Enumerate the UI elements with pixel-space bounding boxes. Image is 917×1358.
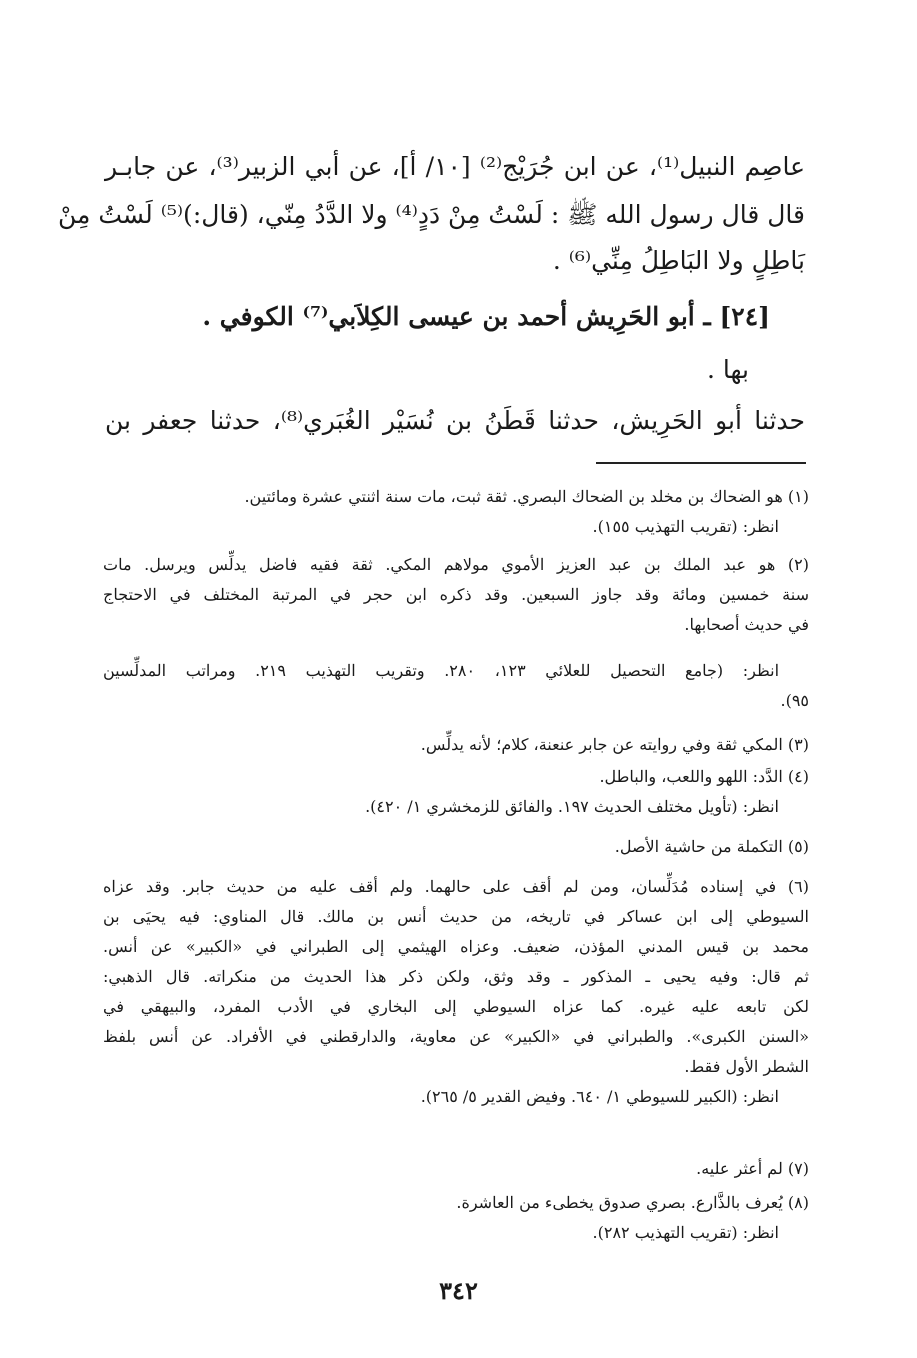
footnote-6-line: (٦) في إسناده مُدَلِّسان، ومن لم أقف على حالهما. ولم أقف عليه من حديث جابر. وقد عزاه [103,877,809,896]
footnote-2-line: (٢) هو عبد الملك بن عبد العزيز الأموي مولاهم المكي. ثقة فقيه فاضل يدلِّس ويرسل. مات [103,555,809,574]
main-text-line-1: عاصِم النبيل⁽¹⁾، عن ابن جُرَيْج⁽²⁾ [١٠/ أ]، عن أبي الزبير⁽³⁾، عن جابـر [105,152,805,181]
page-number: ٣٤٢ [439,1276,478,1305]
footnote-8 [103,1188,809,1248]
footnote-separator [596,462,806,464]
main-text-short-line: بها . [707,355,749,384]
footnote-2-reference [103,656,809,716]
footnote-6-line: السيوطي إلى ابن عساكر في تاريخه، من حديث أنس بن مالك. قال المناوي: فيه يحيَى بن [103,907,809,926]
footnote-2-reference-line: ٩٥). [780,691,809,710]
footnote-1-reference: انظر: (تقريب التهذيب ١٥٥). [592,517,779,536]
footnote-4 [103,762,809,822]
footnote-4-reference: انظر: (تأويل مختلف الحديث ١٩٧. والفائق للزمخشري ١/ ٤٢٠). [365,797,779,816]
footnote-3-line: (٣) المكي ثقة وفي روايته عن جابر عنعنة، كلام؛ لأنه يدلِّس. [420,735,809,754]
footnote-6-line: «السنن الكبرى». والطبراني في «الكبير» عن معاوية، والدارقطني في الأفراد. عن أنس بلفظ [103,1027,809,1046]
footnote-3 [103,730,809,760]
footnote-1-line: (١) هو الضحاك بن مخلد بن الضحاك البصري. ثقة ثبت، مات سنة اثنتي عشرة ومائتين. [244,487,809,506]
footnote-2-line: سنة خمسين ومائة وقد جاوز السبعين. وقد ذكره ابن حجر في المرتبة المختلف في الاحتجاج [103,585,809,604]
footnote-6-line: محمد بن قيس المدني المؤذن، ضعيف. وعزاه الهيثمي إلى الطبراني في «الكبير» عن أنس. [103,937,809,956]
footnote-6-line: الشطر الأول فقط. [684,1057,809,1076]
footnote-6-reference: انظر: (الكبير للسيوطي ١/ ٦٤٠. وفيض القدير ٥/ ٢٦٥). [420,1087,779,1106]
footnote-5 [103,832,809,862]
footnote-7 [103,1154,809,1184]
footnote-6 [103,872,809,1112]
footnote-2-reference-line: انظر: (جامع التحصيل للعلائي ١٢٣، ٢٨٠. وتقريب التهذيب ٢١٩. ومراتب المدلِّسين [103,661,780,680]
main-text-line-3: بَاطِلٍ ولا البَاطِلُ مِنِّي⁽⁶⁾ . [552,246,805,275]
footnote-7-line: (٧) لم أعثر عليه. [696,1159,809,1178]
entry-heading: [٢٤] ـ أبو الحَرِيش أحمد بن عيسى الكِلاَبي⁽⁷⁾ الكوفي . [202,302,770,331]
footnote-2-line: في حديث أصحابها. [684,615,809,634]
main-text-line-2: قال قال رسول الله ﷺ : لَسْتُ مِنْ دَدٍ⁽⁴⁾ ولا الدَّدُ مِنّي، (قال:)⁽⁵⁾ لَسْتُ مِنْ [57,200,805,229]
footnote-8-reference: انظر: (تقريب التهذيب ٢٨٢). [592,1223,779,1242]
footnote-2 [103,550,809,640]
footnote-5-line: (٥) التكملة من حاشية الأصل. [614,837,809,856]
main-text-last-line: حدثنا أبو الحَرِيش، حدثنا قَطَنُ بن نُسَيْر الغُبَري⁽⁸⁾، حدثنا جعفر بن [105,406,805,435]
footnote-8-line: (٨) يُعرف بالذَّارع. بصري صدوق يخطىء من العاشرة. [456,1193,809,1212]
footnote-6-line: لكن تابعه عليه غيره. كما عزاه السيوطي إلى البخاري في الأدب المفرد، والبيهقي في [103,997,809,1016]
footnote-6-line: ثم قال: وفيه يحيى ـ المذكور ـ وقد وثق، ولكن ذكر هذا الحديث من منكراته. قال الذهبي: [103,967,809,986]
footnote-4-line: (٤) الدَّد: اللهو واللعب، والباطل. [599,767,809,786]
footnote-1 [103,482,809,542]
